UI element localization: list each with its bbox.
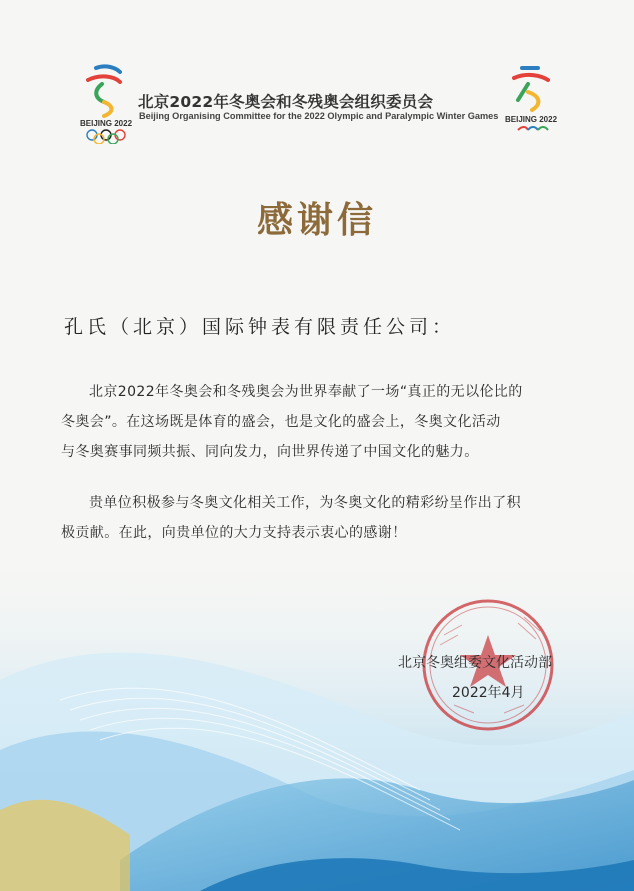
organizing-committee-name-cn: 北京2022年冬奥会和冬残奥会组织委员会 bbox=[138, 93, 434, 111]
beijing-2022-olympic-emblem bbox=[74, 60, 138, 144]
organizing-committee-name-en: Beijing Organising Committee for the 2022 Olympic and Paralympic Winter Games bbox=[139, 111, 499, 121]
signing-department: 北京冬奥组委文化活动部 bbox=[398, 655, 552, 671]
svg-text:BEIJING 2022: BEIJING 2022 bbox=[504, 115, 558, 124]
svg-text:BEIJING 2022: BEIJING 2022 bbox=[79, 119, 133, 128]
paragraph-1-line-3: 与冬奥赛事同频共振、同向发力，向世界传递了中国文化的魅力。 bbox=[61, 444, 479, 460]
recipient-name: 孔氏（北京）国际钟表有限责任公司： bbox=[64, 316, 456, 338]
beijing-2022-paralympic-emblem bbox=[498, 60, 564, 144]
body-paragraph-2 bbox=[61, 488, 567, 548]
signing-date: 2022年4月 bbox=[452, 685, 525, 701]
paragraph-2-line-1: 贵单位积极参与冬奥文化相关工作，为冬奥文化的精彩纷呈作出了积 bbox=[89, 495, 521, 511]
paragraph-1-line-1: 北京2022年冬奥会和冬残奥会为世界奉献了一场“真正的无以伦比的 bbox=[89, 384, 523, 400]
paragraph-2-line-2: 极贡献。在此，向贵单位的大力支持表示衷心的感谢！ bbox=[61, 525, 407, 541]
letter-title: 感谢信 bbox=[256, 200, 377, 241]
body-paragraph-1 bbox=[61, 377, 567, 467]
paragraph-1-line-2: 冬奥会”。在这场既是体育的盛会，也是文化的盛会上，冬奥文化活动 bbox=[61, 414, 501, 430]
